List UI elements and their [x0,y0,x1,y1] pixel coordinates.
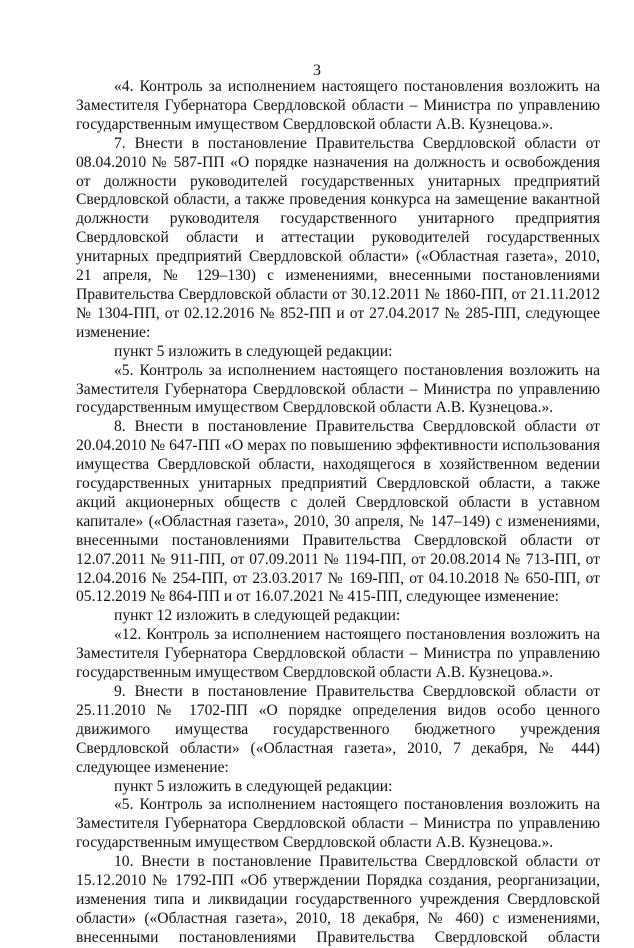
paragraph-item-8-edit-note: пункт 12 изложить в следующей редакции: [114,607,401,625]
paragraph-control-clause-4: «4. Контроль за исполнением настоящего постановления возложить на Заместителя Губернатора Свердловской области – Министра по управлению государственным имуществом Свердловской области А.В. Кузнецова.». [76,78,600,133]
paragraph-item-9: 9. Внести в постановление Правительства Свердловской области от 25.11.2010 № 1702-ПП «О порядке определения видов особо ценного движимого имущества государственного бюджетного учреждения Свердловской области» («Областная газета», 2010, 7 декабря, № 444) следующее изменение: [76,683,600,776]
page-number: 3 [313,62,321,79]
document-body [76,78,600,948]
paragraph-item-8: 8. Внести в постановление Правительства Свердловской области от 20.04.2010 № 647-ПП «О мерах по повышению эффективности использования имущества Свердловской области, находящегося в хозяйственном ведении государственных унитарных предприятий Свердловской области, а также акций акционерных обществ с долей Свердловской области в уставном капитале» («Областная газета», 2010, 30 апреля, № 147–149) с изменениями, внесенными постановлениями Правительства Свердловской области от 12.07.2011 № 911-ПП, от 07.09.2011 № 1194-ПП, от 20.08.2014 № 713-ПП, от 12.04.2016 № 254-ПП, от 23.03.2017 № 169-ПП, от 04.10.2018 № 650-ПП, от 05.12.2019 № 864-ПП и от 16.07.2021 № 415-ПП, следующее изменение: [76,418,600,606]
paragraph-control-clause-5-second: «5. Контроль за исполнением настоящего постановления возложить на Заместителя Губернатора Свердловской области – Министра по управлению государственным имуществом Свердловской области А.В. Кузнецова.». [76,796,600,852]
paragraph-control-clause-12: «12. Контроль за исполнением настоящего постановления возложить на Заместителя Губернатора Свердловской области – Министра по управлению государственным имуществом Свердловской области А.В. Кузнецова.». [76,626,600,682]
paragraph-item-7: 7. Внести в постановление Правительства Свердловской области от 08.04.2010 № 587-ПП «О порядке назначения на должность и освобождения от должности руководителей государственных унитарных предприятий Свердловской области, а также проведения конкурса на замещение вакантной должности руководителя государственного унитарного предприятия Свердловской области и аттестации руководителей государственных унитарных предприятий Свердловской области» («Областная газета», 2010, 21 апреля, № 129–130) с изменениями, внесенными постановлениями Правительства Свердловской области от 30.12.2011 № 1860-ПП, от 21.11.2012 № 1304-ПП, от 02.12.2016 № 852-ПП и от 27.04.2017 № 285-ПП, следующее изменение: [76,134,600,341]
paragraph-item-10: 10. Внести в постановление Правительства Свердловской области от 15.12.2010 № 1792-ПП «Об утверждении Порядка создания, реорганизации, изменения типа и ликвидации государственного учреждения Свердловской области» («Областная газета», 2010, 18 декабря, № 460) с изменениями, внесенными постановлениями Правительства Свердловской области [76,853,600,946]
paragraph-control-clause-5: «5. Контроль за исполнением настоящего постановления возложить на Заместителя Губернатора Свердловской области – Министра по управлению государственным имуществом Свердловской области А.В. Кузнецова.». [76,361,600,417]
paragraph-item-9-edit-note: пункт 5 изложить в следующей редакции: [114,777,393,795]
paragraph-item-7-edit-note: пункт 5 изложить в следующей редакции: [114,342,393,360]
